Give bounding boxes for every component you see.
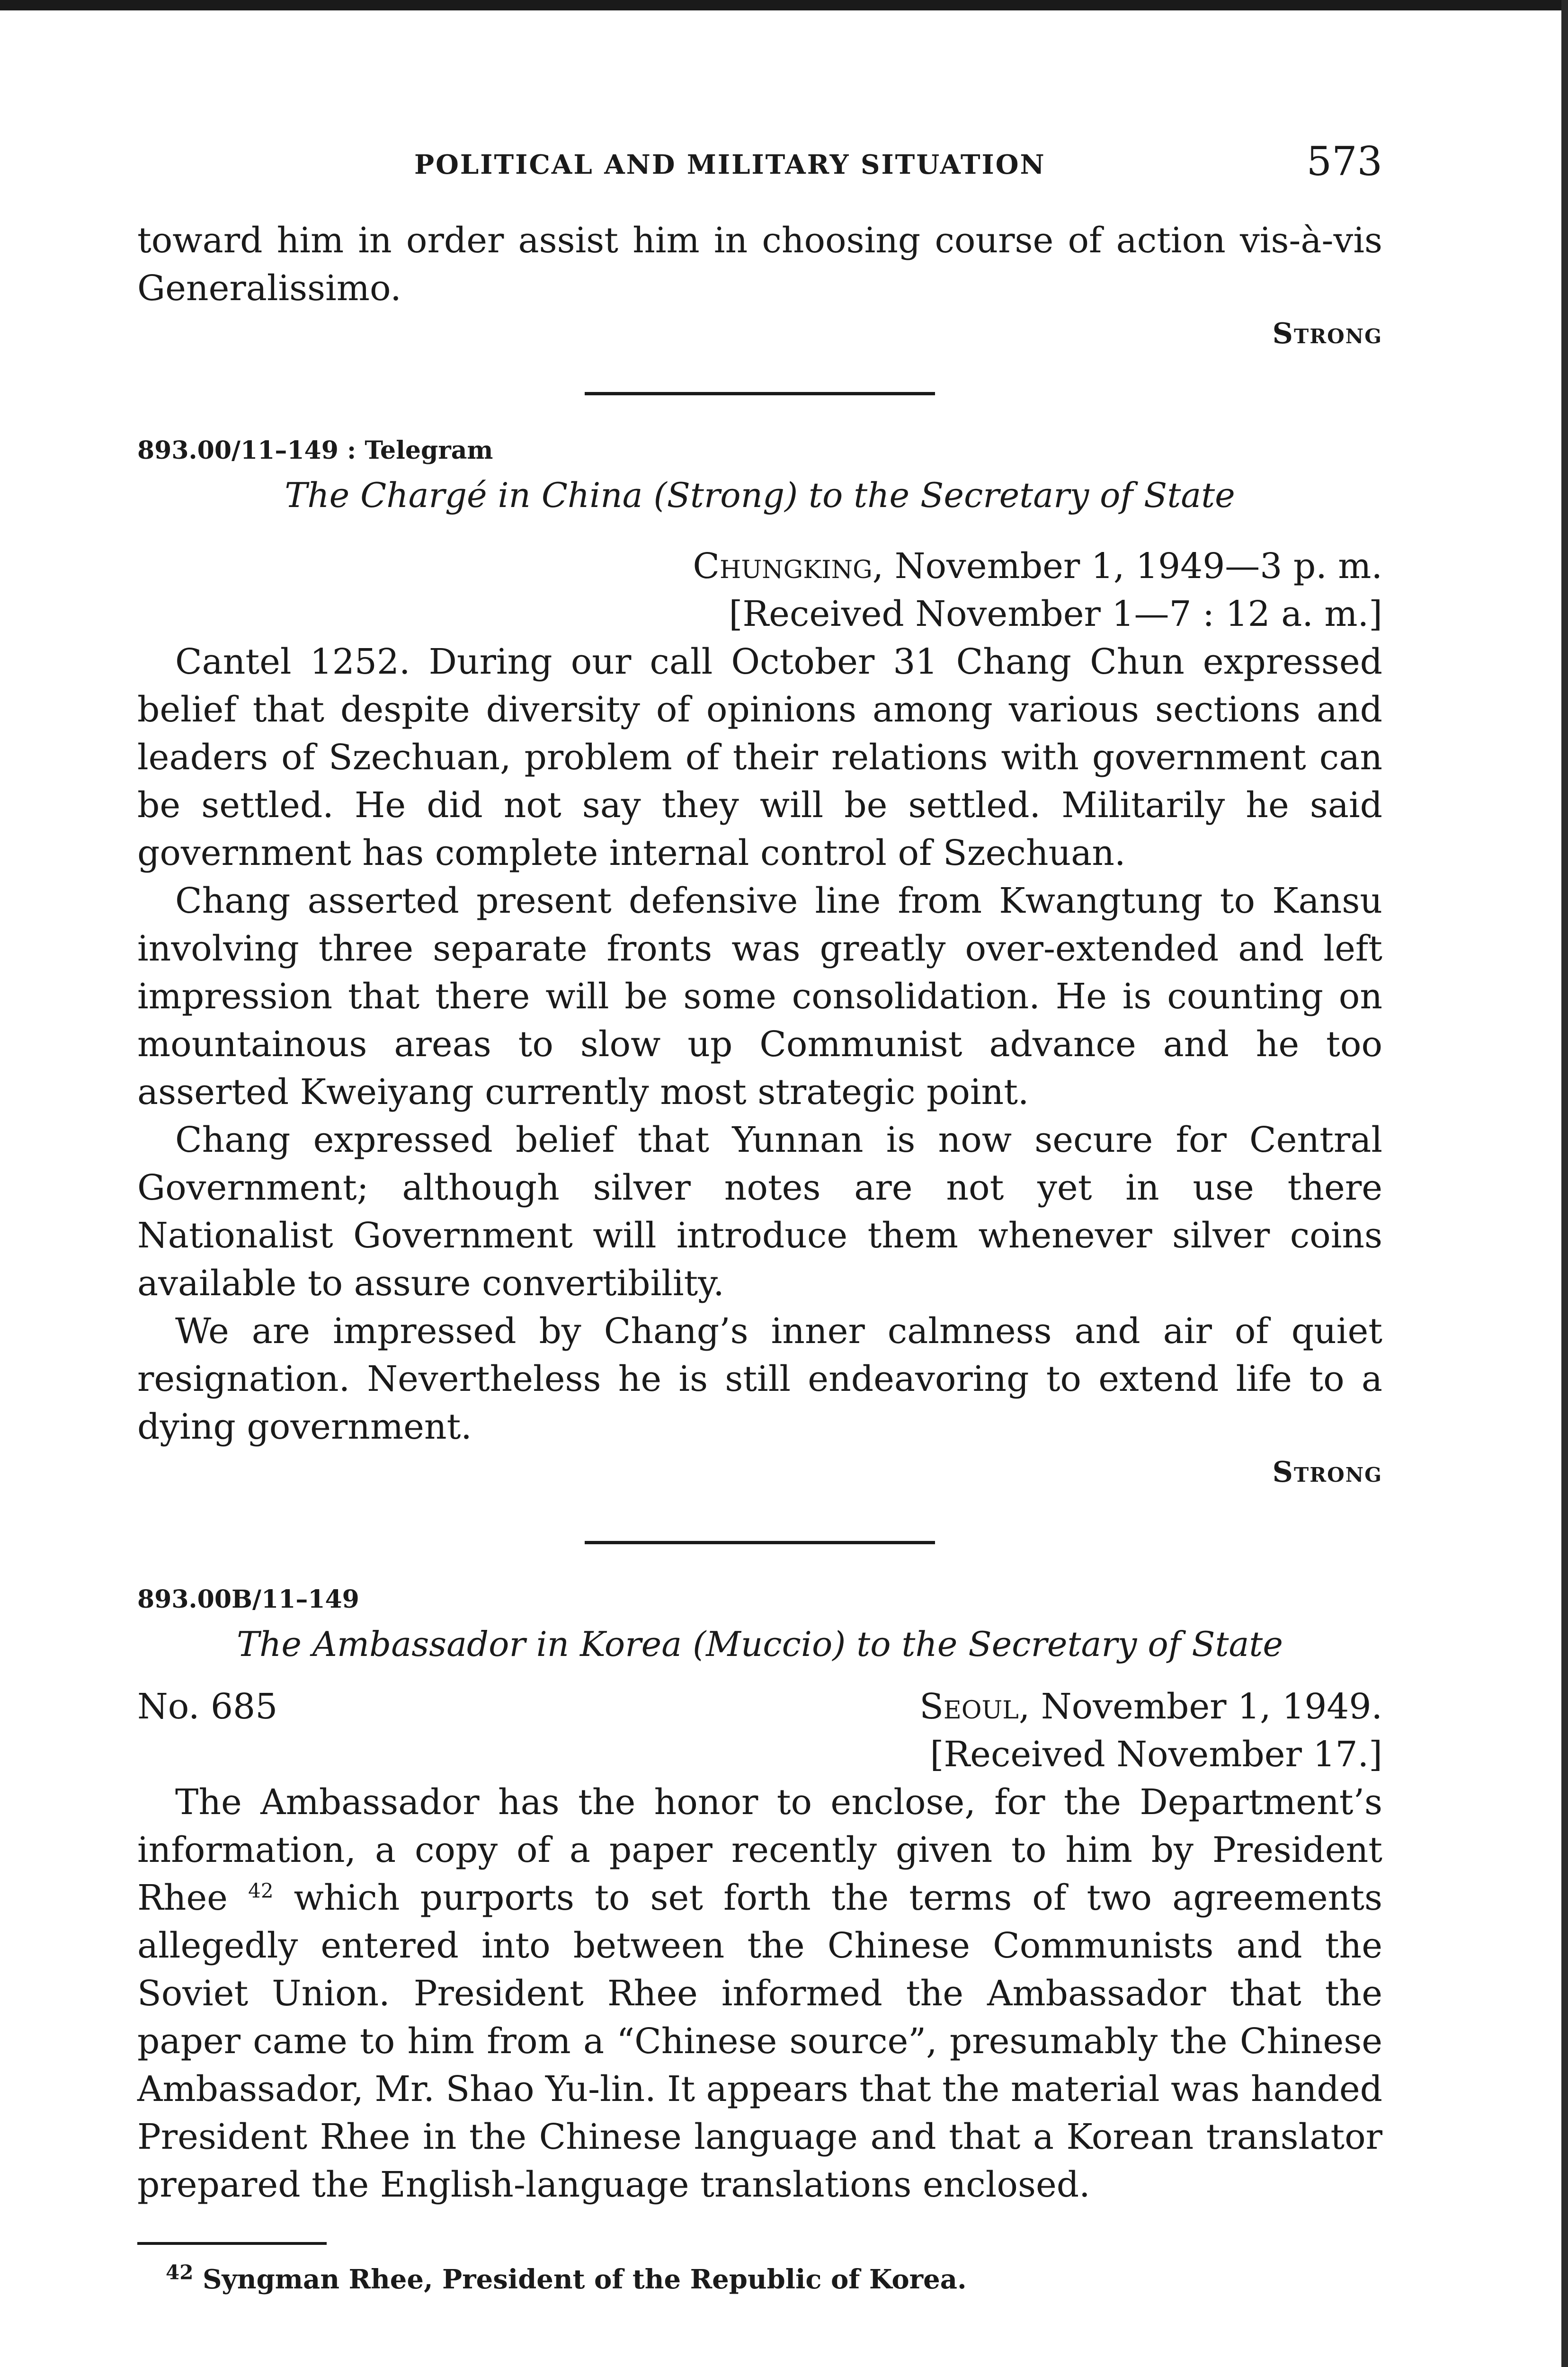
file-reference: 893.00B/11–149 [137, 1585, 359, 1614]
document-title: The Chargé in China (Strong) to the Secretary of State [285, 475, 1235, 515]
dateline [137, 543, 1382, 590]
dateline-place: Seoul [919, 1686, 1019, 1727]
received-line: [Received November 17.] [930, 1734, 1382, 1775]
body-paragraph: Chang expressed belief that Yunnan is now secure for Central Government; although silver notes are not yet in use there Nationalist Government will introduce them whenever silver coins available to assure convertibility. [137, 1120, 1382, 1304]
document-page [137, 128, 1382, 2295]
page-header [137, 128, 1382, 222]
dateline-row [137, 1683, 1382, 1731]
dispatch-number: No. 685 [137, 1686, 278, 1727]
body-paragraph: The Ambassador has the honor to enclose, for the Department’s information, a copy of a paper recently given to him by President Rhee $^{42}$ which purports to set forth the terms of two agreements allegedly entered into between the Chinese Communists and the Soviet Union. President Rhee informed the Ambassador that the paper came to him from a “Chinese source”, presumably the Chinese Ambassador, Mr. Shao Yu-lin. It appears that the material was handed President Rhee in the Chinese language and that a Korean translator prepared the English-language translations enclosed. [137, 1782, 1382, 2205]
footnote-divider [137, 2242, 327, 2245]
body-paragraph: We are impressed by Chang’s inner calmness and air of quiet resignation. Nevertheless he is still endeavoring to extend life to a dying government. [137, 1311, 1382, 1447]
dateline [919, 1683, 1382, 1731]
file-reference: 893.00/11–149 : Telegram [137, 436, 493, 465]
running-title: POLITICAL AND MILITARY SITUATION [414, 149, 1046, 180]
received-line: [Received November 1—7 : 12 a. m.] [729, 594, 1382, 634]
dateline-date: , November 1, 1949—3 p. m. [872, 546, 1382, 587]
footnote-marker: 42 [248, 1879, 274, 1903]
section-divider [585, 392, 935, 395]
continuation-paragraph: toward him in order assist him in choosing course of action vis-à-vis Generalissimo. [137, 220, 1382, 309]
signature: Strong [1272, 1456, 1382, 1489]
dateline-place: Chungking [693, 546, 873, 587]
footnote [137, 2260, 1382, 2295]
body-paragraph: Chang asserted present defensive line from Kwangtung to Kansu involving three separate fronts was greatly over-extended and left impression that there will be some consolidation. He is counting on mountainous areas to slow up Communist advance and he too asserted Kweiyang currently most strategic point. [137, 881, 1382, 1112]
footnote-number: 42 [166, 2260, 194, 2284]
scan-top-edge [0, 0, 1568, 10]
page-number: 573 [1306, 138, 1382, 185]
footnote-text: Syngman Rhee, President of the Republic of Korea. [193, 2264, 967, 2295]
dateline-date: , November 1, 1949. [1018, 1686, 1382, 1727]
signature: Strong [1272, 317, 1382, 350]
body-paragraph: Cantel 1252. During our call October 31 Chang Chun expressed belief that despite diversity of opinions among various sections and leaders of Szechuan, problem of their relations with government can be settled. He did not say they will be settled. Militarily he said government has complete internal control of Szechuan. [137, 641, 1382, 873]
document-title: The Ambassador in Korea (Muccio) to the Secretary of State [237, 1624, 1283, 1664]
section-divider [585, 1541, 935, 1544]
scan-right-edge [1561, 0, 1568, 2367]
